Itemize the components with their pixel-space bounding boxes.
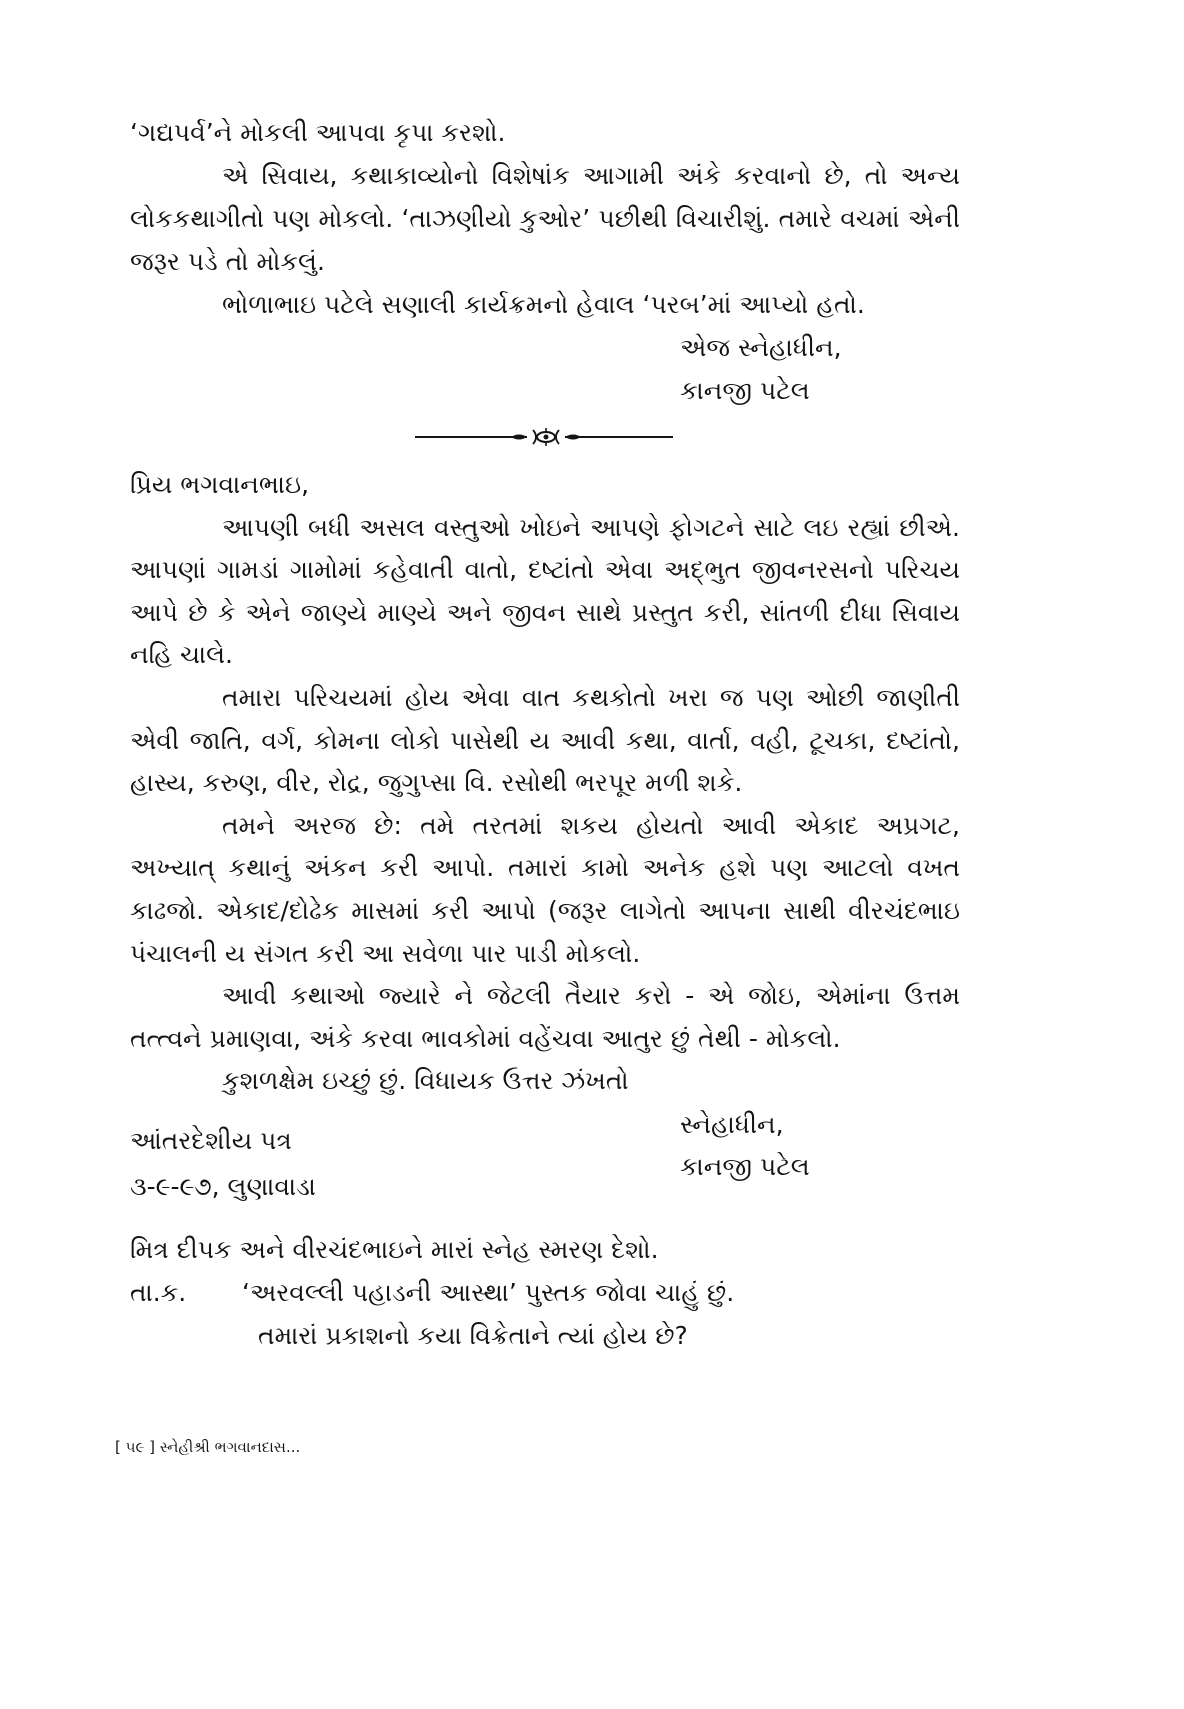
letter-1	[130, 111, 960, 412]
letter-2	[130, 464, 960, 1357]
letter-1-paragraph: ભોળાભાઇ પટેલે સણાલી કાર્યક્રમનો હેવાલ ‘પરબ’માં આપ્યો હતો.	[222, 290, 865, 319]
letter-2-wish: કુશળક્ષેમ ઇચ્છું છું. વિધાયક ઉત્તર ઝંખતો	[222, 1066, 629, 1096]
letter-1-signature: કાનજી પટેલ	[680, 376, 810, 405]
postscript-line-2: તમારાં પ્રકાશનો કયા વિક્રેતાને ત્યાં હોય છે?	[258, 1321, 688, 1351]
letter-2-postscript	[130, 1272, 960, 1315]
letter-2-signature: કાનજી પટેલ	[680, 1151, 810, 1181]
letter-1-paragraph: એ સિવાય, કથાકાવ્યોનો વિશેષાંક આગામી અંકે કરવાનો છે, તો અન્ય લોકકથાગીતો પણ મોકલો. ‘તાઝણીયો કુઓર’ પછીથી વિચારીશું. તમારે વચમાં એની જરૂર પડે તો મોકલું.	[130, 161, 960, 276]
text-column	[130, 111, 960, 1357]
divider-ornament-icon	[415, 426, 673, 448]
letter-2-regards: મિત્ર દીપક અને વીરચંદભાઇને મારાં સ્નેહ સ્મરણ દેશો.	[130, 1234, 659, 1264]
page-number: [ ૫૯ ]	[115, 1438, 155, 1456]
postscript-label: તા.ક.	[130, 1277, 187, 1307]
letter-2-date-place: ૩-૯-૯૭, લુણાવાડા	[130, 1171, 316, 1201]
section-divider	[130, 412, 960, 464]
letter-2-signoff: સ્નેહાધીન,	[680, 1109, 784, 1139]
letter-2-paragraph: આપણી બધી અસલ વસ્તુઓ ખોઇને આપણે ફોગટને સાટે લઇ રહ્યાં છીએ. આપણાં ગામડાં ગામોમાં કહેવાતી વાતો, દષ્ટાંતો એવા અદ્ભુત જીવનરસનો પરિચય આપે છે કે એને જાણ્યે માણ્યે અને જીવન સાથે પ્રસ્તુત કરી, સાંતળી દીધા સિવાય નહિ ચાલે.	[130, 512, 960, 670]
page-footer	[115, 1436, 300, 1458]
letter-2-sign-block	[130, 1103, 960, 1229]
letter-1-closing-line: ‘ગદ્યપર્વ’ને મોકલી આપવા કૃપા કરશો.	[130, 118, 506, 147]
letter-2-paragraph: તમારા પરિચયમાં હોય એવા વાત કથકોતો ખરા જ પણ ઓછી જાણીતી એવી જાતિ, વર્ગ, કોમના લોકો પાસેથી ય આવી કથા, વાર્તા, વહી, ટૂચકા, દષ્ટાંતો, હાસ્ય, કરુણ, વીર, રોદ્ર, જુગુપ્સા વિ. રસોથી ભરપૂર મળી શકે.	[130, 682, 960, 798]
letter-2-salutation: પ્રિય ભગવાનભાઇ,	[130, 470, 310, 499]
letter-2-paragraph: તમને અરજ છે: તમે તરતમાં શકય હોયતો આવી એકાદ અપ્રગટ, અખ્યાત્ કથાનું અંકન કરી આપો. તમારાં કામો અનેક હશે પણ આટલો વખત કાઢજો. એકાદ/દોઢેક માસમાં કરી આપો (જરૂર લાગેતો આપના સાથી વીરચંદભાઇ પંચાલની ય સંગત કરી આ સવેળા પાર પાડી મોકલો.	[130, 810, 960, 968]
letter-1-signoff: એજ સ્નેહાધીન,	[680, 333, 842, 362]
running-title: સ્નેહીશ્રી ભગવાનદાસ...	[159, 1438, 301, 1456]
letter-2-paragraph: આવી કથાઓ જ્યારે ને જેટલી તૈયાર કરો - એ જોઇ, એમાંના ઉત્તમ તત્ત્વને પ્રમાણવા, અંકે કરવા ભાવકોમાં વહેંચવા આતુર છું તેથી - મોકલો.	[130, 981, 960, 1053]
letter-2-mode: આંતરદેશીય પત્ર	[130, 1125, 292, 1155]
postscript-line-1: ‘અરવલ્લી પહાડની આસ્થા’ પુસ્તક જોવા ચાહું છું.	[242, 1277, 735, 1307]
